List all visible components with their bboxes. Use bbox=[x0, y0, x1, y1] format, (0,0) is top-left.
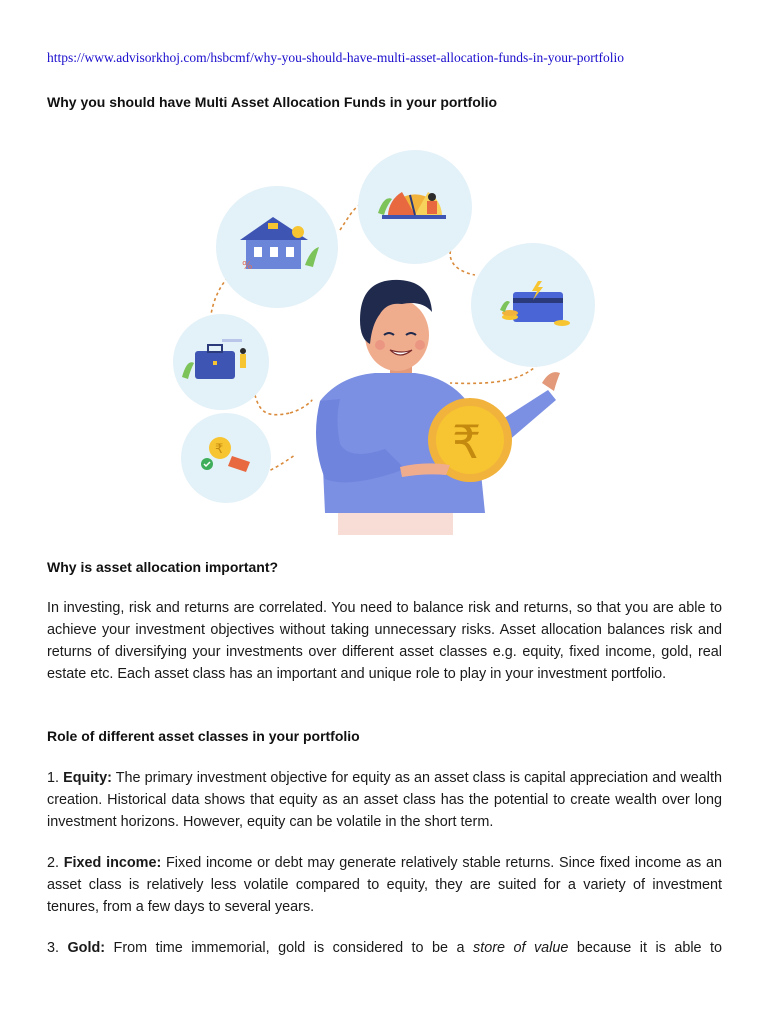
list-item-fixed-income: 2. Fixed income: Fixed income or debt may generate relatively stable returns. Since fixed income as an asset class is relatively less volatile compared to equity, they are suited for a variety of investment tenures, from a few days to several years. bbox=[47, 855, 722, 915]
source-url-link[interactable]: https://www.advisorkhoj.com/hsbcmf/why-you-should-have-multi-asset-allocation-funds-in-your-portfolio bbox=[47, 50, 624, 65]
section-heading-why: Why is asset allocation important? bbox=[47, 559, 279, 575]
briefcase-bubble bbox=[173, 314, 269, 410]
speedometer-bubble bbox=[358, 150, 472, 264]
article-title: Why you should have Multi Asset Allocation Funds in your portfolio bbox=[47, 94, 498, 110]
rupee-bubble bbox=[181, 413, 271, 503]
credit-card-bubble bbox=[471, 243, 595, 367]
house-bubble bbox=[216, 186, 338, 308]
intro-paragraph: In investing, risk and returns are correlated. You need to balance risk and returns, so that you are able to achieve your investment objectives without taking unnecessary risks. Asset allocation balances risk and returns of diversifying your investments over different asset classes e.g. equity, fixed income, gold, real estate etc. Each asset class has an important and unique role to play in your investment portfolio. bbox=[47, 600, 722, 682]
svg-text:₹: ₹ bbox=[452, 415, 482, 469]
svg-text:%: % bbox=[242, 259, 253, 272]
svg-text:₹: ₹ bbox=[215, 442, 224, 457]
list-item-equity: 1. Equity: The primary investment objective for equity as an asset class is capital appreciation and wealth creation. Historical data shows that equity as an asset class has the potential to create wealth over long investment horizons. However, equity can be volatile in the short term. bbox=[47, 770, 723, 830]
section-heading-role: Role of different asset classes in your portfolio bbox=[47, 728, 360, 744]
list-item-gold: 3. Gold: From time immemorial, gold is considered to be a store of value because it is able to bbox=[47, 940, 723, 956]
asset-allocation-illustration bbox=[170, 145, 600, 535]
